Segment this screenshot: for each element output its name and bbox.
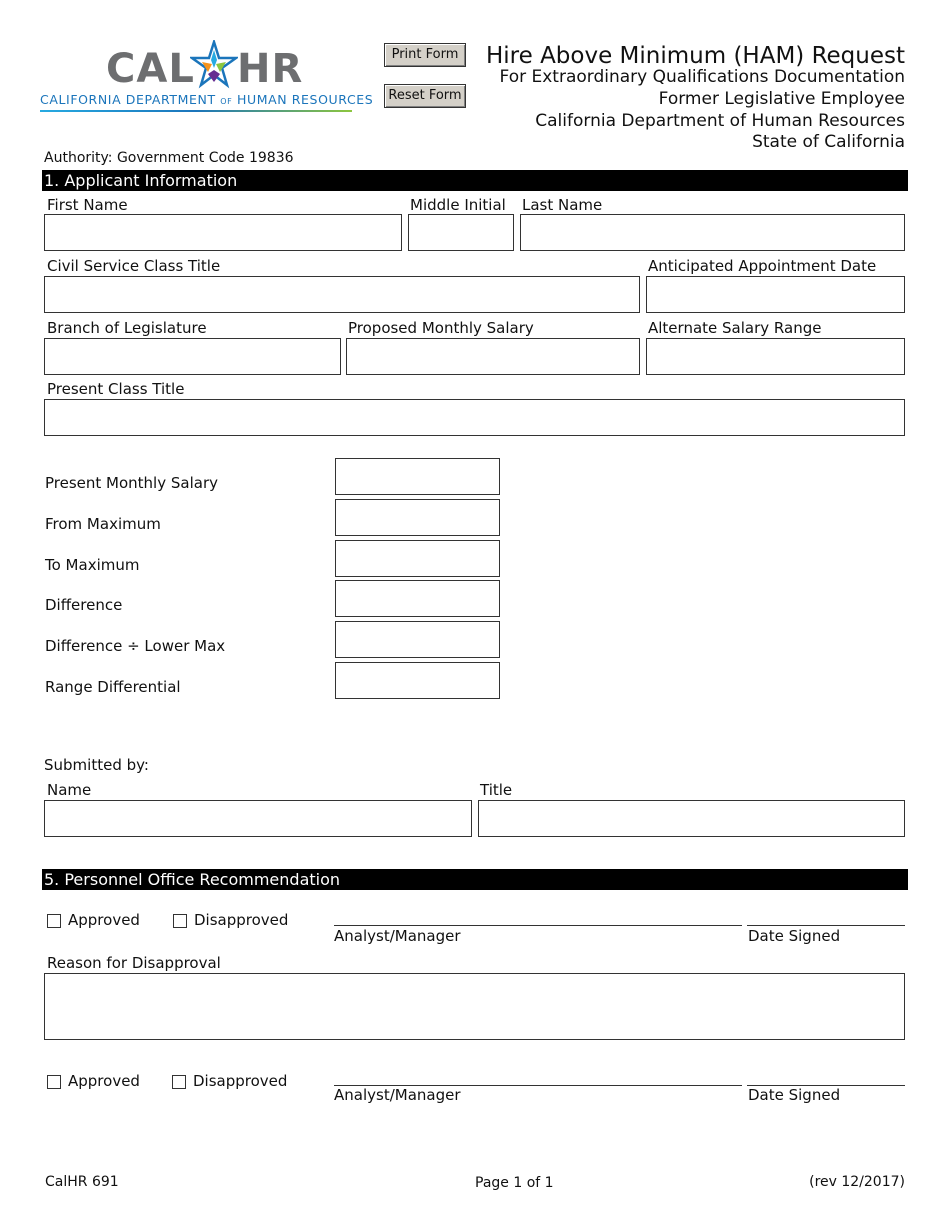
submitter-title-label: Title [480,781,513,799]
first-name-label: First Name [47,196,128,214]
proposed-monthly-salary-label: Proposed Monthly Salary [348,319,534,337]
revision-date: (rev 12/2017) [809,1174,905,1190]
authority-text: Authority: Government Code 19836 [44,150,294,166]
difference-input[interactable] [335,580,500,617]
civil-service-class-title-input[interactable] [44,276,640,313]
present-monthly-salary-input[interactable] [335,458,500,495]
disapproved-checkbox-2[interactable] [172,1075,186,1089]
reset-form-button[interactable]: Reset Form [384,84,466,108]
reason-for-disapproval-textarea[interactable] [44,973,905,1040]
from-maximum-input[interactable] [335,499,500,536]
range-differential-input[interactable] [335,662,500,699]
analyst-manager-label-2: Analyst/Manager [334,1086,461,1104]
logo-subtitle-of: OF [220,97,233,106]
calhr-logo [40,40,374,118]
header-subtitle-1: For Extraordinary Qualifications Documentation [499,67,905,87]
form-number: CalHR 691 [45,1174,119,1190]
date-signed-line-1[interactable] [747,925,905,926]
logo-subtitle [40,92,374,107]
proposed-monthly-salary-input[interactable] [346,338,640,375]
submitter-name-input[interactable] [44,800,472,837]
civil-service-class-title-label: Civil Service Class Title [47,257,221,275]
last-name-label: Last Name [522,196,603,214]
middle-initial-label: Middle Initial [410,196,506,214]
logo-subtitle-right: HUMAN RESOURCES [236,92,374,107]
print-form-button[interactable]: Print Form [384,43,466,67]
section-5-header: 5. Personnel Office Recommendation [42,869,908,890]
analyst-signature-line-1[interactable] [334,925,742,926]
calc-row-label: To Maximum [45,556,140,574]
calc-row-label: Present Monthly Salary [45,474,218,492]
date-signed-label-1: Date Signed [748,927,841,945]
header-subtitle-4: State of California [752,132,905,152]
present-class-title-input[interactable] [44,399,905,436]
to-maximum-input[interactable] [335,540,500,577]
disapproved-label-1: Disapproved [194,911,289,929]
branch-of-legislature-label: Branch of Legislature [47,319,207,337]
last-name-input[interactable] [520,214,905,251]
logo-wordmark-cal: CAL [106,46,195,92]
alternate-salary-range-label: Alternate Salary Range [648,319,822,337]
header-subtitle-3: California Department of Human Resources [535,111,905,131]
approved-checkbox-1[interactable] [47,914,61,928]
submitter-name-label: Name [47,781,92,799]
calc-row-label: Difference [45,596,123,614]
date-signed-label-2: Date Signed [748,1086,841,1104]
approved-label-2: Approved [68,1072,140,1090]
approved-label-1: Approved [68,911,140,929]
middle-initial-input[interactable] [408,214,514,251]
alternate-salary-range-input[interactable] [646,338,905,375]
disapproved-label-2: Disapproved [193,1072,288,1090]
logo-subtitle-left: CALIFORNIA DEPARTMENT [40,92,216,107]
anticipated-appointment-date-input[interactable] [646,276,905,313]
section-1-header: 1. Applicant Information [42,170,908,191]
branch-of-legislature-input[interactable] [44,338,341,375]
page-indicator: Page 1 of 1 [475,1175,554,1191]
reason-for-disapproval-label: Reason for Disapproval [47,954,221,972]
form-title: Hire Above Minimum (HAM) Request [485,43,905,69]
anticipated-appointment-date-label: Anticipated Appointment Date [648,257,877,275]
first-name-input[interactable] [44,214,402,251]
header-subtitle-2: Former Legislative Employee [658,89,905,109]
difference-over-lower-max-input[interactable] [335,621,500,658]
analyst-manager-label-1: Analyst/Manager [334,927,461,945]
calc-row-label: From Maximum [45,515,161,533]
calc-row-label: Difference ÷ Lower Max [45,637,226,655]
approved-checkbox-2[interactable] [47,1075,61,1089]
star-people-icon [190,40,238,90]
calc-row-label: Range Differential [45,678,181,696]
present-class-title-label: Present Class Title [47,380,185,398]
submitter-title-input[interactable] [478,800,905,837]
disapproved-checkbox-1[interactable] [173,914,187,928]
submitted-by-label: Submitted by: [44,756,149,774]
logo-wordmark-hr: HR [237,46,304,92]
logo-underline [40,110,352,112]
